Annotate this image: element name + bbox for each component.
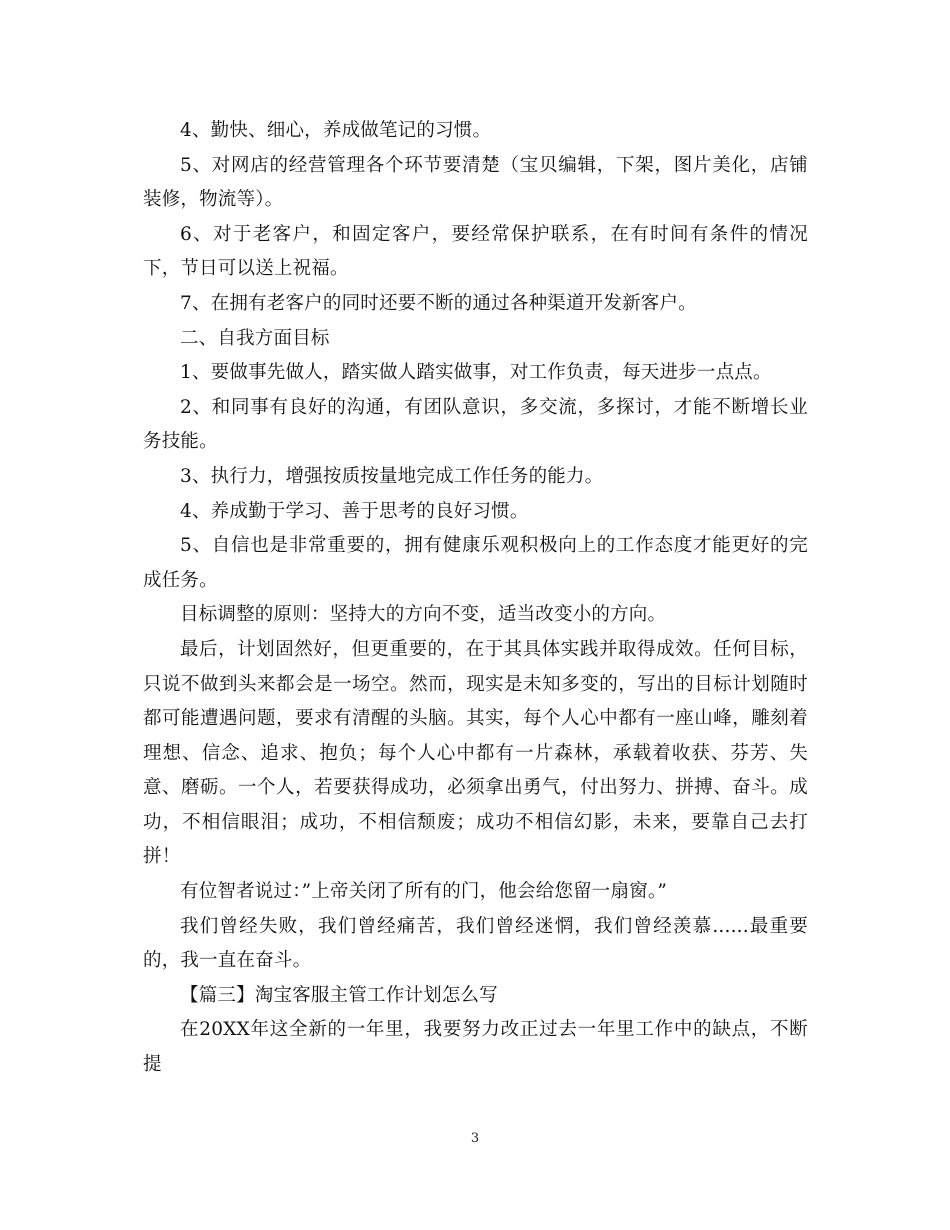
section-heading: 【篇三】淘宝客服主管工作计划怎么写: [180, 984, 498, 1006]
paragraph: 在20XX年这全新的一年里，我要努力改正过去一年里工作中的缺点，不断提: [143, 1019, 808, 1076]
section-heading: 二、自我方面目标: [180, 327, 330, 349]
paragraph: 5、对网店的经营管理各个环节要清楚（宝贝编辑，下架，图片美化，店铺装修，物流等）。: [143, 154, 808, 211]
paragraph: 6、对于老客户，和固定客户，要经常保护联系，在有时间有条件的情况下，节日可以送上祝福。: [143, 223, 808, 280]
paragraph: 7、在拥有老客户的同时还要不断的通过各种渠道开发新客户。: [180, 292, 697, 314]
document-body: [143, 114, 808, 1083]
paragraph: 1、要做事先做人，踏实做人踏实做事，对工作负责，每天进步一点点。: [180, 362, 772, 384]
paragraph: 4、勤快、细心，养成做笔记的习惯。: [180, 120, 492, 141]
paragraph: 我们曾经失败，我们曾经痛苦，我们曾经迷惘，我们曾经羡慕......最重要的，我一直在奋斗。: [143, 915, 808, 972]
paragraph: 目标调整的原则：坚持大的方向不变，适当改变小的方向。: [180, 604, 667, 626]
paragraph: 4、养成勤于学习、善于思考的良好习惯。: [180, 500, 529, 522]
page-number: 3: [470, 1131, 480, 1146]
paragraph: 2、和同事有良好的沟通，有团队意识，多交流，多探讨，才能不断增长业务技能。: [143, 396, 808, 453]
paragraph: 3、执行力，增强按质按量地完成工作任务的能力。: [180, 465, 604, 487]
paragraph: 有位智者说过：”上帝关闭了所有的门，他会给您留一扇窗。”: [180, 881, 668, 903]
paragraph: 5、自信也是非常重要的，拥有健康乐观积极向上的工作态度才能更好的完成任务。: [143, 535, 808, 591]
paragraph: 最后，计划固然好，但更重要的，在于其具体实践并取得成效。任何目标，只说不做到头来都会是一场空。然而，现实是未知多变的，写出的目标计划随时都可能遭遇问题，要求有清醒的头脑。其实，每个人心中都有一座山峰，雕刻着理想、信念、追求、抱负；每个人心中都有一片森林，承载着收获、芬芳、失意、磨砺。一个人，若要获得成功，必须拿出勇气，付出努力、拼搏、奋斗。成功，不相信眼泪；成功，不相信颓废；成功不相信幻影，未来，要靠自己去打拼！: [143, 638, 808, 868]
